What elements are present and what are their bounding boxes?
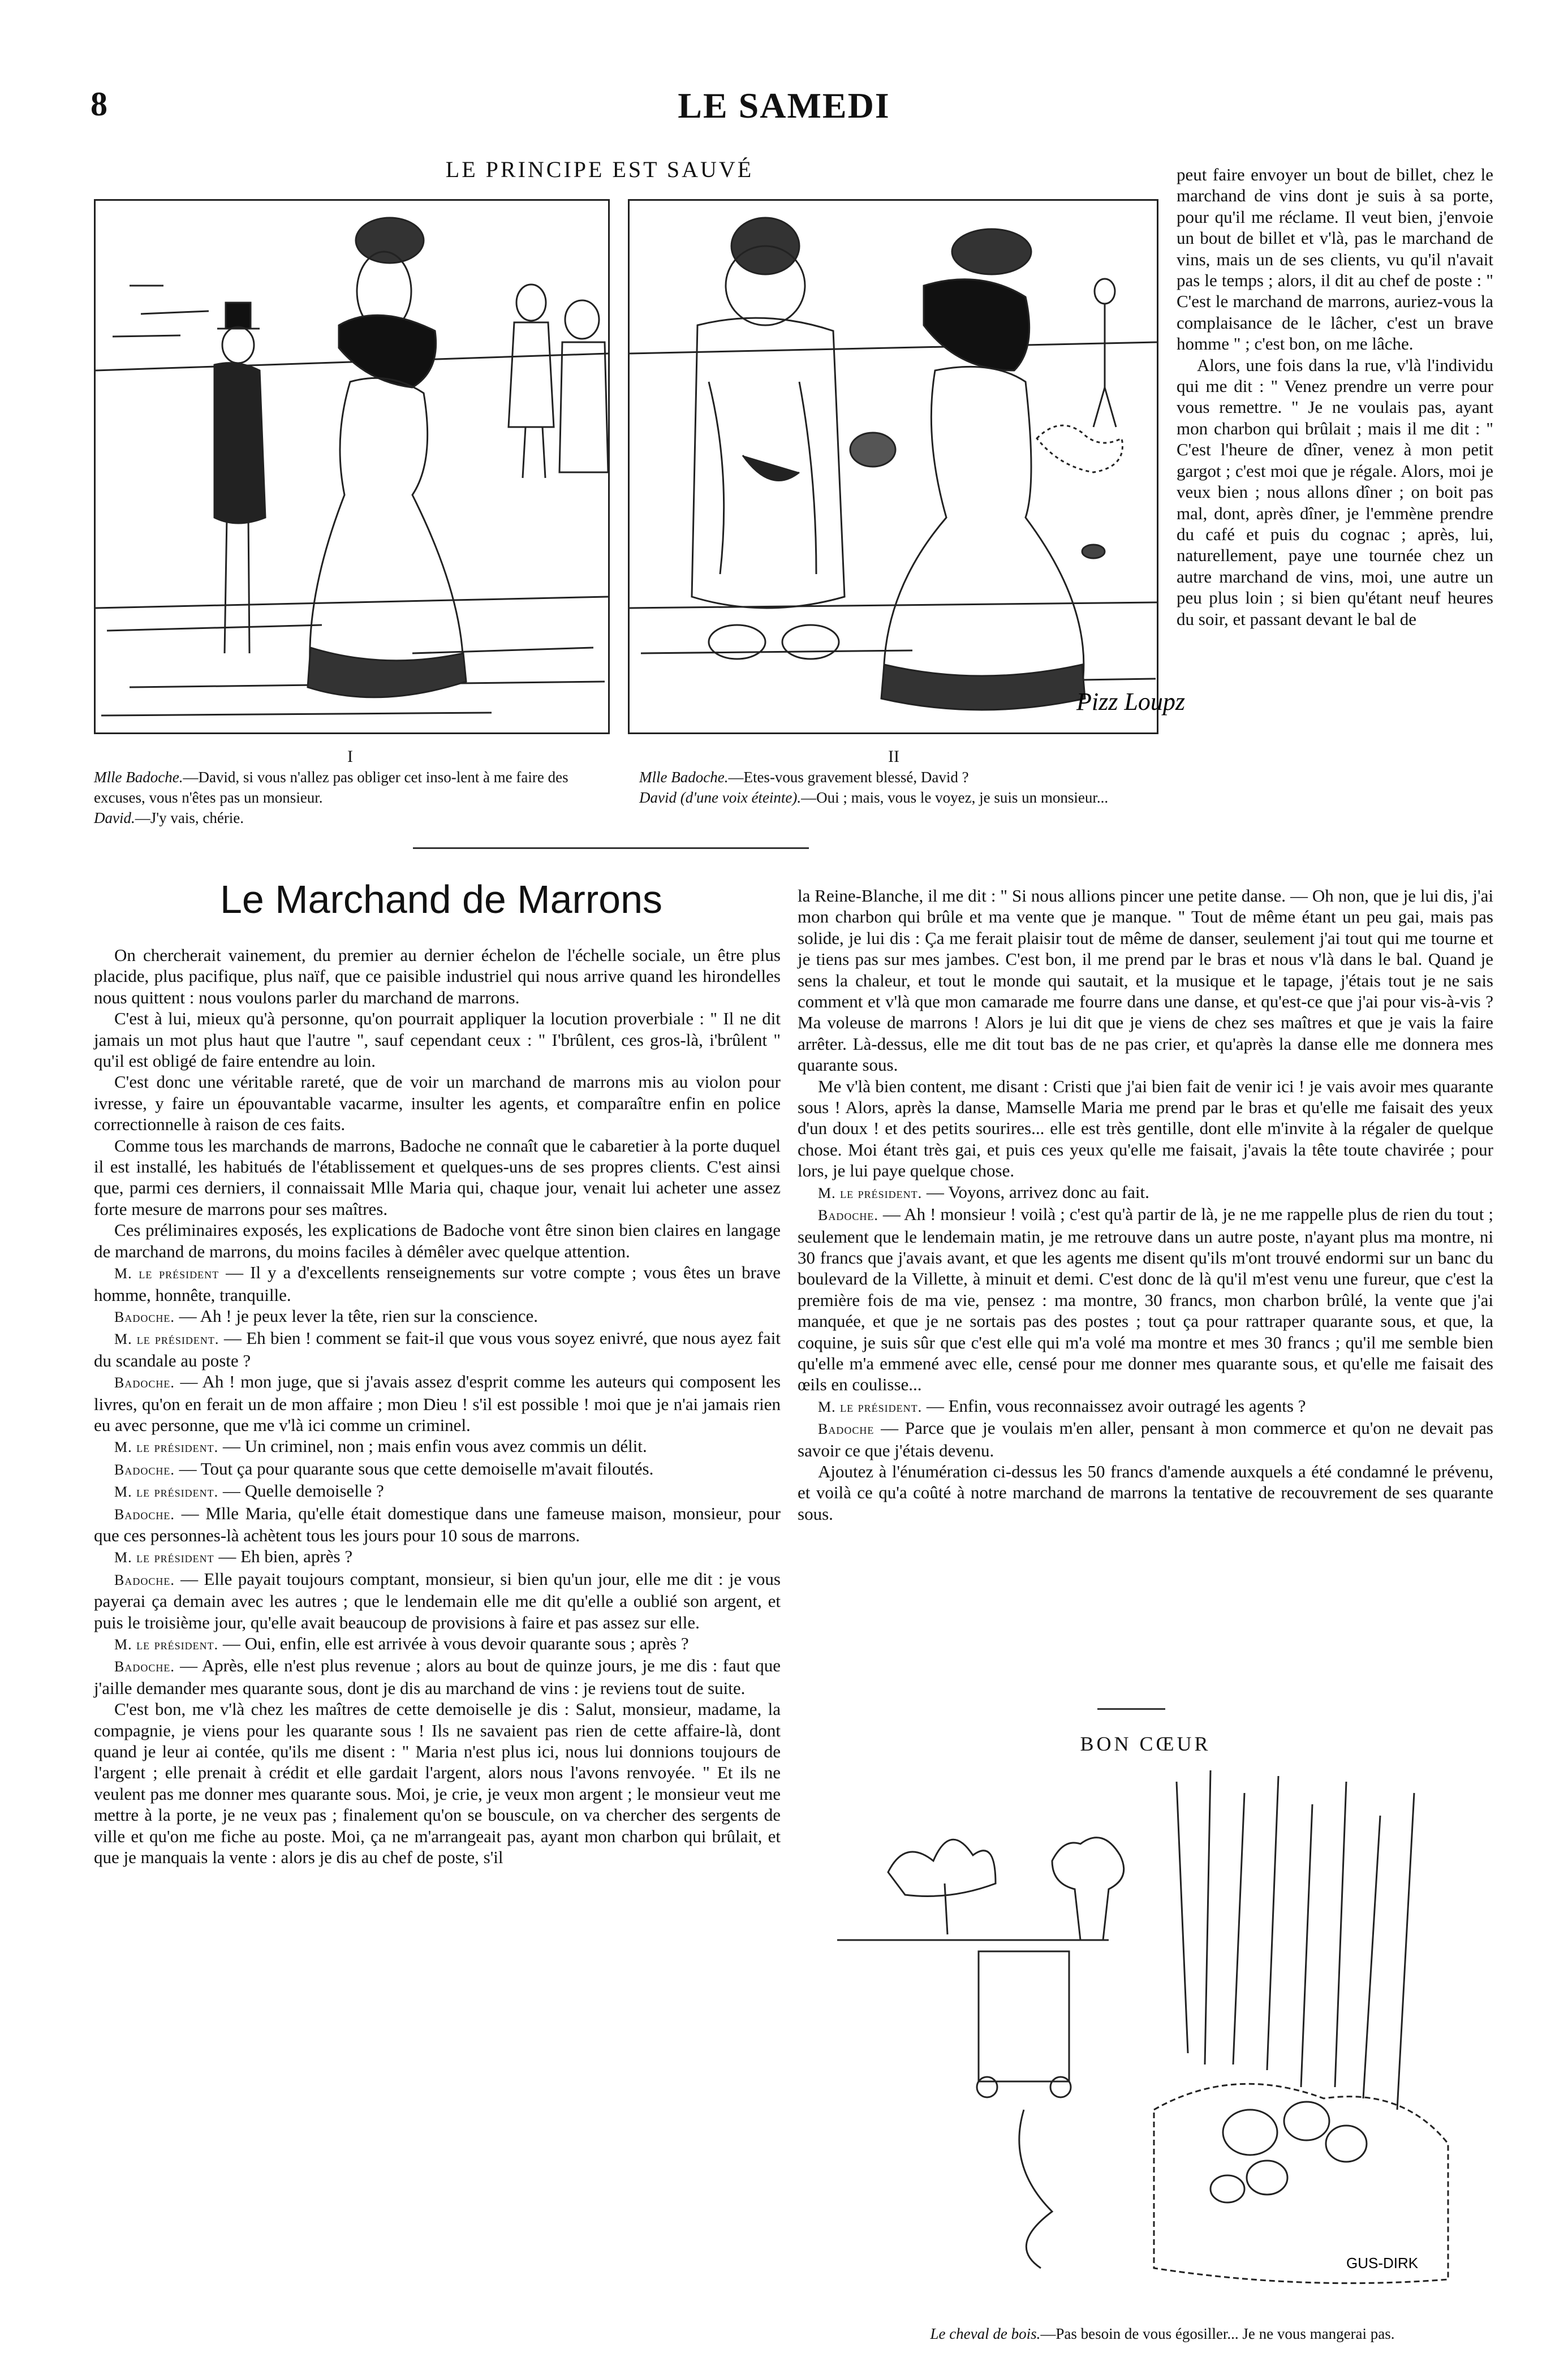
panel-2-speaker: Mlle Badoche. <box>639 769 729 786</box>
speaker: Badoche. <box>114 1461 175 1478</box>
dialogue-line <box>94 1458 781 1480</box>
panel-2-reply-speaker: David (d'une voix éteinte). <box>639 789 802 806</box>
speaker: M. le président. <box>818 1184 923 1201</box>
cartoon-panel-2-drawing <box>630 201 1185 732</box>
cartoon-panel-1-drawing <box>96 201 608 732</box>
speech: — Elle payait toujours comptant, monsieur, si bien qu'un jour, elle me dit : je vous payerai ça demain avec les autres ; que le lendemain elle me dit qu'elle a oublié son argent, et puis le troisième jour, qu'elle avait beaucoup de provisions à faire et pas assez sur elle. <box>94 1568 781 1632</box>
cartoon-signature: Pizz Loupz <box>1076 688 1185 716</box>
dialogue-line <box>94 1262 781 1305</box>
dialogue-line <box>94 1568 781 1633</box>
speaker: M. le président. <box>114 1636 219 1653</box>
speech: — Ah ! je peux lever la tête, rien sur la conscience. <box>179 1305 538 1326</box>
dialogue-line <box>798 1395 1493 1417</box>
paragraph: Ces préliminaires exposés, les explications de Badoche vont être sinon bien claires en langage de marchand de marrons, du moins faciles à démêler avec quelque attention. <box>94 1220 781 1261</box>
dialogue-line <box>94 1633 781 1655</box>
paragraph: C'est bon, me v'là chez les maîtres de cette demoiselle je dis : Salut, monsieur, madame, la compagnie, je viens pour les quarante sous ! Ils ne savaient pas rien de cette affaire-là, dont quand je leur ai contée, qu'ils me disent : " Maria n'est plus ici, nous lui donnions toujours de l'argent ; elle prenait à crédit et elle gardait l'argent, alors nous l'avons renvoyée. " Et ils ne veulent pas me donner mes quarante sous. Moi, je crie, je veux mon argent ; le monsieur veut me mettre à la porte, je ne veux pas ; finalement qu'on se bouscule, on va chercher des sergents de ville et qu'on me fiche au poste. Moi, ça ne m'arrangeait pas, ayant mon charbon qui brûlait, et que je manquais la vente : alors je dis au chef de poste, s'il <box>94 1699 781 1868</box>
dialogue-line <box>94 1503 781 1546</box>
panel-2-numeral: II <box>888 747 899 766</box>
cartoon-2-title: BON CŒUR <box>1080 1732 1211 1755</box>
speech: — Un criminel, non ; mais enfin vous avez commis un délit. <box>222 1436 647 1456</box>
speech: — Quelle demoiselle ? <box>222 1481 384 1501</box>
paragraph: Comme tous les marchands de marrons, Badoche ne connaît que le cabaretier à la porte duquel il est installé, les habitués de l'établissement et quelques-uns de ses propres clients. C'est ainsi que, parmi ces derniers, il connaissait Mlle Maria qui, chaque jour, venait lui acheter une assez forte mesure de marrons pour ses maîtres. <box>94 1135 781 1219</box>
dialogue-line <box>94 1436 781 1458</box>
dialogue-line <box>94 1655 781 1699</box>
speech: — Ah ! monsieur ! voilà ; c'est qu'à partir de là, je ne me rappelle plus de rien du tout ; seulement que le lendemain matin, je me retrouve dans un autre poste, n'ayant plus ma montre, ni 30 francs que j'avais avant, et que les agents me disent qu'ils m'ont trouvé endormi sur un banc du boulevard de la Villette, à minuit et demi. C'est donc de là qu'il m'est venu une fureur, que c'est la première fois de ma vie, pensez : ma montre, 30 francs, mon charbon brûlé, la vente que j'ai manquée, et que je ne sortais pas des postes ; tout ça pour rattraper quarante sous, et que, la coquine, je suis sûr que c'est elle qui m'a volé ma montre et mes 30 francs ; qu'il me semble bien qu'elle m'a emmené avec elle, censé pour me donner mes quarante sous, et qu'elle me faisait des œils en coulisse... <box>798 1204 1494 1395</box>
dialogue-line <box>798 1182 1493 1204</box>
cartoon-2-drawing <box>837 1770 1454 2313</box>
panel-1-reply-speaker: David. <box>94 809 135 826</box>
speech: — Enfin, vous reconnaissez avoir outragé les agents ? <box>926 1395 1306 1416</box>
cartoon-2-text: —Pas besoin de vous égosiller... Je ne vous mangerai pas. <box>1040 2325 1395 2342</box>
panel-1-caption <box>94 747 606 828</box>
short-rule <box>1097 1708 1165 1710</box>
speaker: Badoche <box>818 1421 875 1438</box>
panel-1-speaker: Mlle Badoche. <box>94 769 183 786</box>
paragraph: C'est à lui, mieux qu'à personne, qu'on pourrait appliquer la locution proverbiale : " Il ne dit jamais un mot plus haut que l'autre ", sauf cependant ceux : " I'brûlent, ces gros-là, i'brûlent " qu'il est obligé de faire entendre au loin. <box>94 1008 781 1071</box>
speaker: Badoche. <box>818 1207 878 1224</box>
panel-1-reply-text: —J'y vais, chérie. <box>135 809 244 826</box>
speech: — Tout ça pour quarante sous que cette demoiselle m'avait filoutés. <box>179 1458 654 1479</box>
page-number: 8 <box>91 85 107 123</box>
dialogue-line <box>798 1204 1493 1395</box>
dialogue-line <box>94 1305 781 1327</box>
cartoon-panel-2 <box>628 199 1185 734</box>
paragraph: On chercherait vainement, du premier au dernier échelon de l'échelle sociale, un être plus placide, plus pacifique, plus naïf, que ce paisible industriel qui nous arrive quand les hirondelles nous quittent : nous voulons parler du marchand de marrons. <box>94 945 781 1007</box>
dialogue-line <box>798 1417 1493 1461</box>
speaker: M. le président. <box>818 1398 923 1415</box>
speaker: M. le président. <box>114 1484 219 1501</box>
speech: — Après, elle n'est plus revenue ; alors au bout de quinze jours, je me dis : faut que j'aille demander mes quarante sous, dont je dis au marchand de vins : je reviens tout de suite. <box>94 1656 781 1698</box>
speaker: M. le président. <box>114 1331 219 1348</box>
panel-2-reply-text: —Oui ; mais, vous le voyez, je suis un monsieur... <box>801 789 1109 806</box>
panel-2-text: —Etes-vous gravement blessé, David ? <box>728 769 969 786</box>
cartoon-2-caption <box>832 2324 1493 2344</box>
paragraph: C'est donc une véritable rareté, que de voir un marchand de marrons mis au violon pour ivresse, y faire un épouvantable vacarme, insulter les agents, et comparaître enfin en police correctionnelle à raison de ces faits. <box>94 1072 781 1135</box>
dialogue-line <box>94 1480 781 1502</box>
speech: — Voyons, arrivez donc au fait. <box>926 1182 1149 1202</box>
right-column <box>798 885 1493 1524</box>
cartoon-2-signature: GUS-DIRK <box>1346 2255 1419 2272</box>
cartoon-2-speaker: Le cheval de bois. <box>930 2325 1041 2342</box>
paragraph: Ajoutez à l'énumération ci-dessus les 50 francs d'amende auxquels a été condamné le prévenu, et voilà ce qu'a coûté à notre marchand de marrons la tentative de recouvrement de ses quarante sous. <box>798 1461 1493 1524</box>
speaker: Badoche. <box>114 1658 175 1675</box>
cartoon-panel-1 <box>94 199 610 734</box>
speech: — Ah ! mon juge, que si j'avais assez d'esprit comme les auteurs qui composent les livres, qu'on en ferait un de mon affaire ; mon Dieu ! s'il est possible ! moi que je n'ai jamais rien eu avec personne, que me v'là ici comme un criminel. <box>94 1372 781 1435</box>
article-headline: Le Marchand de Marrons <box>219 877 663 921</box>
dialogue-line <box>94 1371 781 1436</box>
speech: — Eh bien, après ? <box>218 1546 353 1567</box>
speaker: Badoche. <box>114 1506 175 1523</box>
speaker: Badoche. <box>114 1308 175 1325</box>
cartoon-2-illustration <box>837 1770 1454 2313</box>
speech: — Eh bien ! comment se fait-il que vous vous soyez enivré, que nous ayez fait du scandale au poste ? <box>94 1328 781 1370</box>
paragraph: Alors, une fois dans la rue, v'là l'individu qui me dit : " Venez prendre un verre pour vous remettre. " Je ne voulais pas, ayant mon charbon qui brûlait ; mais il me dit : " C'est l'heure de dîner, venez à mon petit gargot ; c'est moi que je régale. Alors, moi je veux bien ; nous allons dîner ; on boit pas mal, dont, après dîner, je l'emmène prendre du café et puis du cognac ; après, lui, naturellement, paye une tournée chez un autre marchand de vins, moi, une autre un peu plus loin ; si bien qu'étant neuf heures du soir, et passant devant le bal de <box>1177 355 1493 629</box>
paragraph: peut faire envoyer un bout de billet, chez le marchand de vins dont je suis à sa porte, pour qu'il me réclame. Il veut bien, j'envoie un bout de billet et v'là, pas le marchand de vins, mais un de ses clients, vu qu'il n'avait pas le temps ; alors, il dit au chef de poste : " C'est le marchand de marrons, auriez-vous la complaisance de le lâcher, c'est un brave homme " ; c'est bon, on me lâche. <box>1177 165 1493 354</box>
speech: — Il y a d'excellents renseignements sur votre compte ; vous êtes un brave homme, honnête, tranquille. <box>94 1262 781 1305</box>
paragraph: la Reine-Blanche, il me dit : " Si nous allions pincer une petite danse. — Oh non, que je lui dis, j'ai mon charbon qui brûle et ma vente que je manque. " Tout de même étant un peu gai, mais pas solide, je lui dis : Ça me ferait plaisir tout de même de danser, seulement j'ai tout qui me tourne et je tiens pas sur mes jambes. C'est bon, il me prend par le bras et nous v'là dans le bal. Quand je sens la chaleur, et tout le monde qui sautait, et la musique et le tapage, j'étais tout je ne sais comment et v'là que mon camarade me fourre dans une danse, et qu'est-ce que j'ai pour vis-à-vis ? Ma voleuse de marrons ! Alors je lui dit que je viens de chez ses maîtres et que je vais la faire arrêter. Là-dessus, elle me dit tout bas de ne pas crier, et qu'après la danse elle me donnera mes quarante sous. <box>798 886 1493 1075</box>
dialogue-line <box>94 1546 781 1568</box>
speech: — Parce que je voulais m'en aller, pensant à mon commerce et qu'on ne devait pas savoir ce que j'étais devenu. <box>798 1418 1493 1460</box>
dialogue-line <box>94 1327 781 1371</box>
divider-rule <box>413 847 809 849</box>
left-column <box>94 945 781 1868</box>
panel-2-caption <box>639 747 1148 808</box>
speech: — Mlle Maria, qu'elle était domestique dans une fameuse maison, monsieur, pour que ces personnes-là achètent tous les jours pour 10 sous de marrons. <box>94 1503 781 1545</box>
speaker: M. le président <box>114 1549 214 1566</box>
speaker: Badoche. <box>114 1374 175 1391</box>
cartoon-title: LE PRINCIPE EST SAUVÉ <box>445 157 754 182</box>
speaker: M. le président. <box>114 1439 219 1456</box>
masthead: LE SAMEDI <box>678 85 890 126</box>
speaker: M. le président <box>114 1265 219 1282</box>
speaker: Badoche. <box>114 1571 175 1588</box>
panel-1-text: —David, si vous n'allez pas obliger cet inso-lent à me faire des excuses, vous n'êtes pas un monsieur. <box>94 769 568 806</box>
right-narrow-column <box>1177 164 1493 630</box>
paragraph: Me v'là bien content, me disant : Cristi que j'ai bien fait de venir ici ! je vais avoir mes quarante sous ! Alors, après la danse, Mamselle Maria me prend par le bras et qu'elle me faisait des yeux d'un doux ! et des petits sourires... elle est très gentille, dont elle m'invite à la régaler de quelque chose. Moi étant très gai, et puis ces yeux qu'elle me faisait, j'avais la tête toute chavirée ; pour lors, je lui paye quelque chose. <box>798 1076 1493 1181</box>
speech: — Oui, enfin, elle est arrivée à vous devoir quarante sous ; après ? <box>222 1633 689 1653</box>
panel-1-numeral: I <box>347 747 353 766</box>
